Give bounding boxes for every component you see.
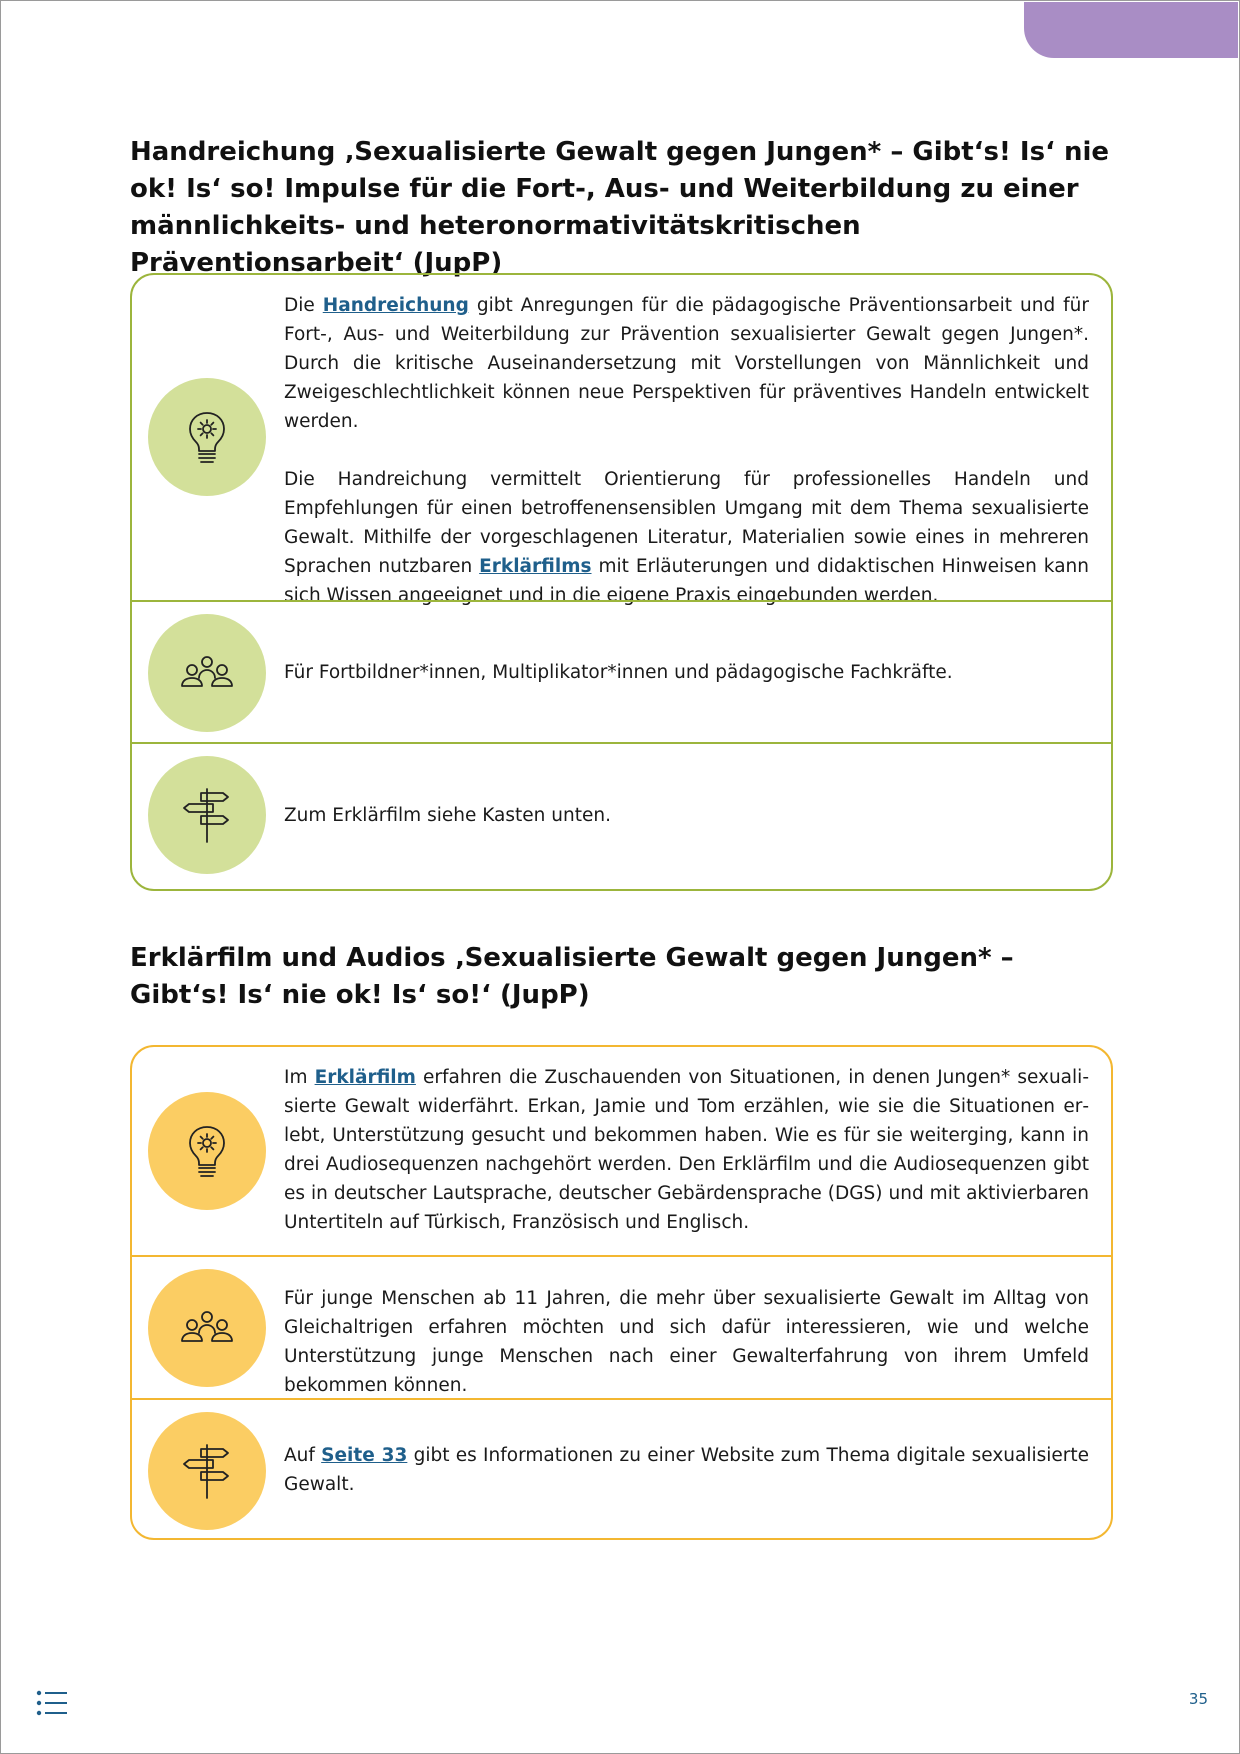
- section1-title: Handreichung ‚Sexualisierte Gewalt gegen Jungen* – Gibt‘s! Is‘ nie ok! Is‘ so! Impulse für die Fort-, Aus- und Weiterbildung zu einer männlichkeits- und heteronormativitätskritischen Präventionsarbeit‘ (JupP): [130, 137, 1110, 278]
- erklaerfilm-link[interactable]: Erklärfilm: [314, 1067, 416, 1088]
- description-end: erfahren die Zuschauenden von Situationen, in denen Jungen* sexualisierte Gewalt widerfährt. Erkan, Jamie und Tom erzählen, wie sie die Situationen erlebt, Unterstützung gesucht und bekommen haben. Wie es für sie weiterging, kann in drei Audiosequenzen nachgehört werden. Den Erklärfilm und die Audiosequenzen gibt es in deutscher Lautsprache, deutscher Gebärdensprache (DGS) und mit aktivierbaren Untertiteln auf Türkisch, Französisch und Englisch.: [284, 1067, 1089, 1233]
- corner-accent-tab: [1024, 2, 1238, 58]
- reference-text: Zum Erklärfilm siehe Kasten unten.: [284, 805, 611, 826]
- handreichung-info-box: [130, 273, 1113, 891]
- erklaerfilm-info-box: [130, 1045, 1113, 1540]
- erklaerfilms-link[interactable]: Erklärfilms: [479, 556, 592, 577]
- reference-text: [284, 1441, 1089, 1499]
- reference-row: [132, 1398, 1111, 1538]
- description-p2-end: mit Erläuterungen und didaktischen Hinweisen kann sich Wissen angeeignet und in die eigene Praxis eingebunden werden.: [284, 556, 1089, 606]
- description-text: [284, 1063, 1089, 1237]
- handreichung-link[interactable]: Handreichung: [322, 295, 469, 316]
- page-number: 35: [1188, 1690, 1208, 1708]
- description-p1-end: gibt Anregungen für die pädagogische Präventionsarbeit und für Fort-, Aus- und Weiterbildung zur Prävention sexualisierter Gewalt gegen Jungen*. Durch die kritische Auseinandersetzung mit Vorstellungen von Männlichkeit und Zweigeschlechtlichkeit können neue Perspektiven für präventives Handeln entwickelt werden.: [284, 295, 1089, 432]
- section2-title: Erklärfilm und Audios ‚Sexualisierte Gewalt gegen Jungen* – Gibt‘s! Is‘ nie ok! Is‘ so!‘ (JupP): [130, 943, 1014, 1010]
- audience-row: [132, 600, 1111, 742]
- reference-end: gibt es Informationen zu einer Website zum Thema digitale sexualisierte Gewalt.: [284, 1445, 1090, 1495]
- group-people-icon: [148, 1269, 266, 1387]
- signpost-icon: [148, 756, 266, 874]
- audience-text: Für Fortbildner*innen, Multiplikator*innen und pädagogische Fachkräfte.: [284, 662, 953, 683]
- audience-text: Für junge Menschen ab 11 Jahren, die mehr über sexualisierte Gewalt im Alltag von Gleichaltrigen erfahren möchten und sich dafür interessieren, wie und welche Unterstützung junge Menschen nach einer Gewalterfahrung von ihrem Umfeld bekommen können.: [284, 1288, 1089, 1396]
- reference-start: Auf: [284, 1445, 322, 1466]
- lightbulb-gear-icon: [148, 378, 266, 496]
- signpost-icon: [148, 1412, 266, 1530]
- seite-33-link[interactable]: Seite 33: [321, 1445, 408, 1466]
- lightbulb-gear-icon: [148, 1092, 266, 1210]
- description-row: [132, 1047, 1111, 1255]
- description-p1-start: Die: [284, 295, 323, 316]
- audience-row: [132, 1255, 1111, 1398]
- description-text: [284, 291, 1089, 610]
- description-row: [132, 275, 1111, 606]
- reference-row: [132, 742, 1111, 889]
- description-p2-start: Die Handreichung vermittelt Orientierung für professionelles Handeln und Empfehlungen für einen betroffenensensiblen Umgang mit dem Thema sexualisierte Gewalt. Mithilfe der vorgeschlagenen Literatur, Materialien sowie eines in mehreren Sprachen nutzbaren: [284, 469, 1089, 577]
- group-people-icon: [148, 614, 266, 732]
- list-menu-icon[interactable]: [36, 1690, 68, 1716]
- description-start: Im: [284, 1067, 315, 1088]
